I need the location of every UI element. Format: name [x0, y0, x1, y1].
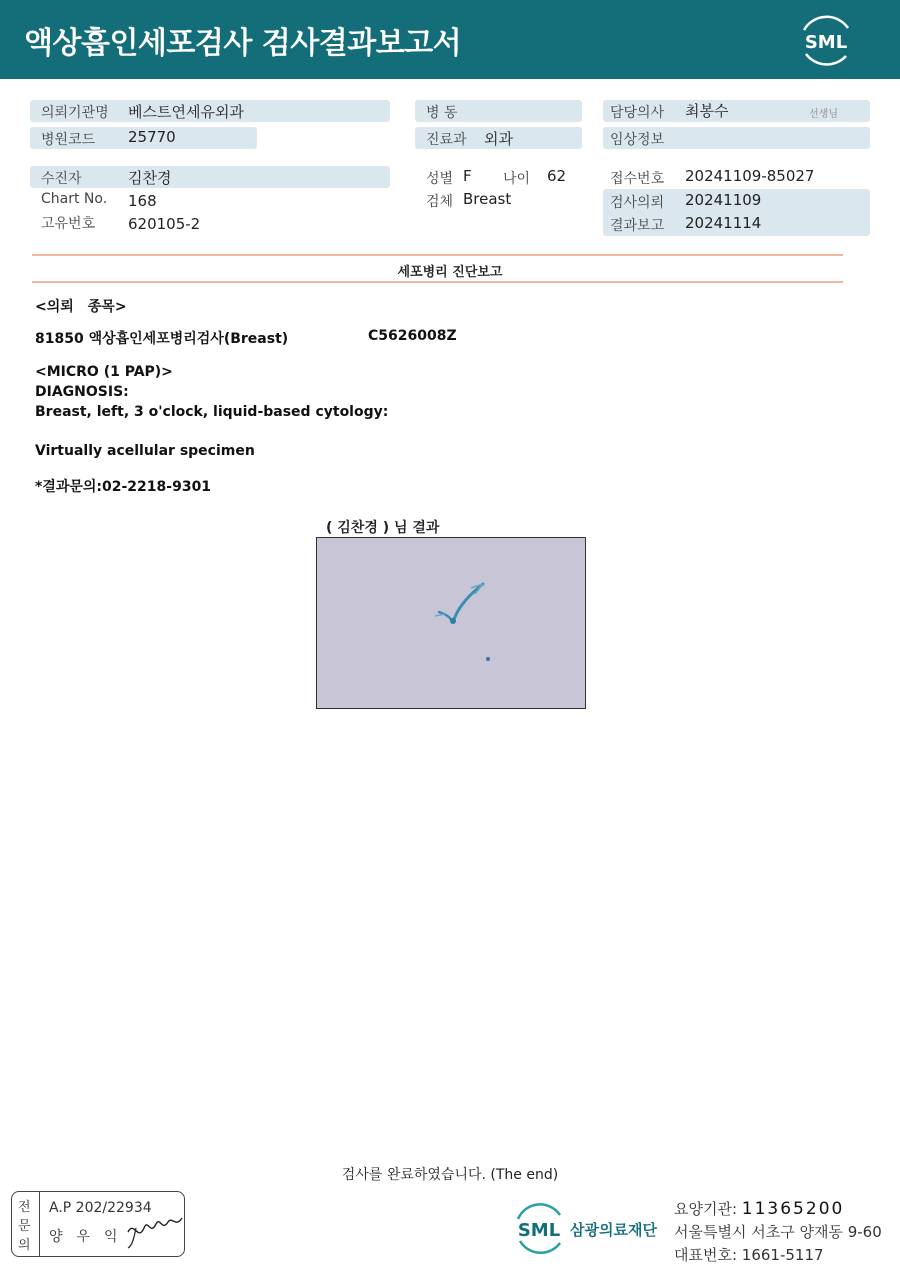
footer-logo-text: SML [517, 1220, 561, 1241]
micro-heading: <MICRO (1 PAP)> [35, 364, 173, 380]
pathologist-stamp [11, 1191, 185, 1257]
stamp-side-char: 전 [18, 1200, 31, 1215]
request-label: 검사의뢰 [610, 195, 665, 211]
end-notice: 검사를 완료하였습니다. (The end) [341, 1167, 559, 1183]
doctor-suffix: 선생님 [809, 109, 838, 120]
test-line: 81850 액상흡인세포병리검사(Breast) [35, 331, 289, 347]
phone-label: 대표번호: [674, 1246, 738, 1264]
facility-code: 11365200 [741, 1199, 845, 1219]
section-rule-bottom [32, 281, 843, 283]
stamp-license: A.P 202/22934 [49, 1200, 152, 1216]
image-caption: ( 김찬경 ) 님 결과 [326, 520, 440, 536]
receipt-label: 접수번호 [610, 171, 665, 187]
request-value: 20241109 [685, 191, 762, 209]
institution-value: 베스트연세유외과 [128, 103, 244, 121]
age-value: 62 [547, 167, 567, 185]
foundation-name: 삼광의료재단 [570, 1221, 657, 1239]
report-header [0, 0, 900, 79]
unique-label: 고유번호 [41, 216, 96, 232]
report-label: 결과보고 [610, 218, 665, 234]
contact-line: *결과문의:02-2218-9301 [35, 479, 212, 495]
report-value: 20241114 [685, 214, 762, 232]
patient-label: 수진자 [41, 171, 82, 187]
request-heading: <의뢰 종목> [35, 299, 127, 315]
section-rule-top [32, 254, 843, 256]
stamp-side-char: 의 [18, 1238, 31, 1253]
test-code: C5626008Z [368, 328, 457, 344]
receipt-value: 20241109-85027 [685, 167, 815, 185]
facility-code-label: 요양기관: [674, 1200, 738, 1218]
hospital-code-value: 25770 [128, 128, 176, 146]
specimen-image [316, 537, 586, 709]
address: 서울특별시 서초구 양재동 9-60 [674, 1223, 882, 1241]
stamp-side-char: 문 [18, 1219, 31, 1234]
specimen-stain [317, 538, 586, 709]
clinical-label: 임상정보 [610, 132, 665, 148]
sex-label: 성별 [426, 171, 454, 187]
hospital-code-label: 병원코드 [41, 132, 96, 148]
institution-label: 의뢰기관명 [41, 105, 109, 121]
ward-label: 병 동 [426, 105, 458, 121]
doctor-label: 담당의사 [610, 105, 665, 121]
stamp-name: 양우익 [49, 1229, 132, 1245]
stamp-side [12, 1192, 40, 1256]
section-title: 세포병리 진단보고 [397, 265, 503, 280]
patient-row [30, 166, 390, 188]
phone-line [674, 1244, 824, 1265]
specimen-value: Breast [463, 190, 512, 208]
phone-value: 1661-5117 [741, 1246, 824, 1264]
signature-image [122, 1202, 186, 1250]
sml-footer-logo [510, 1199, 570, 1257]
chart-label: Chart No. [41, 191, 108, 207]
sml-logo [796, 12, 856, 68]
sex-value: F [463, 167, 472, 185]
age-label: 나이 [503, 171, 531, 187]
diagnosis-site: Breast, left, 3 o'clock, liquid-based cytology: [35, 404, 389, 420]
diagnosis-result: Virtually acellular specimen [35, 443, 255, 459]
logo-text: SML [804, 32, 848, 53]
doctor-value: 최봉수 [685, 102, 729, 120]
department-label: 진료과 [426, 132, 467, 148]
unique-value: 620105-2 [128, 215, 201, 233]
facility-code-line [674, 1198, 844, 1219]
report-title: 액상흡인세포검사 검사결과보고서 [24, 26, 462, 61]
specimen-label: 검체 [426, 194, 454, 210]
diagnosis-label: DIAGNOSIS: [35, 384, 129, 400]
chart-value: 168 [128, 192, 157, 210]
patient-value: 김찬경 [128, 169, 172, 187]
department-value: 외과 [484, 130, 513, 148]
